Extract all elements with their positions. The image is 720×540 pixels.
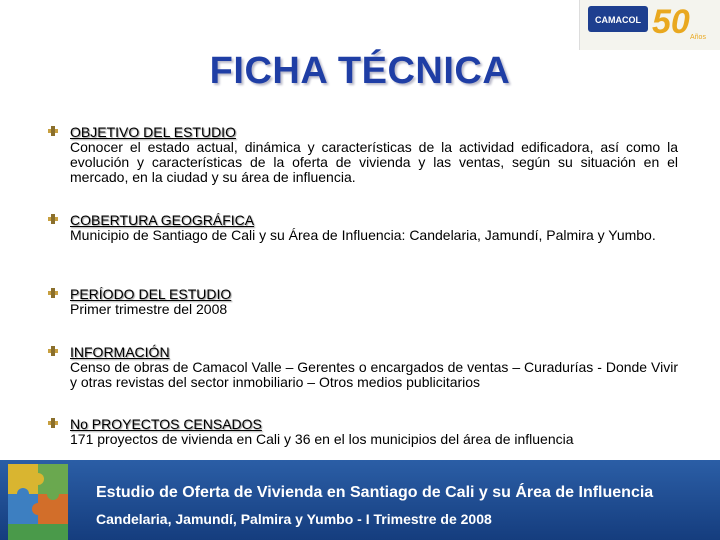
section-cobertura [48, 212, 678, 243]
section-heading: COBERTURA GEOGRÁFICA [70, 212, 255, 228]
section-body: Conocer el estado actual, dinámica y características de la actividad edificadora, así como la evolución y características de la oferta de vivienda y las ventas, según su situación en el mercado, en la ciudad y su área de influencia. [70, 139, 678, 185]
section-informacion [48, 344, 678, 390]
section-body: 171 proyectos de vivienda en Cali y 36 en el los municipios del área de influencia [70, 431, 574, 447]
section-heading: No PROYECTOS CENSADOS [70, 416, 262, 432]
bullet-icon [48, 288, 58, 298]
anniversary-number: 50 [652, 3, 690, 41]
section-body: Censo de obras de Camacol Valle – Gerentes o encargados de ventas – Curadurías - Donde Vivir y otras revistas del sector inmobiliario – Otros medios publicitarios [70, 359, 678, 390]
slide-title: FICHA TÉCNICA [209, 50, 511, 92]
bullet-icon [48, 214, 58, 224]
section-periodo [48, 286, 678, 317]
section-body: Primer trimestre del 2008 [70, 301, 228, 317]
footer-study-subtitle: Candelaria, Jamundí, Palmira y Yumbo - I Trimestre de 2008 [96, 511, 492, 527]
section-proyectos [48, 416, 678, 447]
section-heading: PERÍODO DEL ESTUDIO [70, 286, 232, 302]
section-objetivo [48, 124, 678, 185]
footer-study-title: Estudio de Oferta de Vivienda en Santiago de Cali y su Área de Influencia [96, 484, 654, 501]
camacol-logo-mark [588, 6, 648, 44]
puzzle-icon [0, 460, 90, 540]
bullet-icon [48, 126, 58, 136]
section-body: Municipio de Santiago de Cali y su Área de Influencia: Candelaria, Jamundí, Palmira y Yumbo. [70, 227, 656, 243]
bullet-icon [48, 418, 58, 428]
camacol-logo-text: CAMACOL [595, 15, 641, 25]
camacol-logo [579, 0, 720, 50]
section-heading: OBJETIVO DEL ESTUDIO [70, 124, 236, 140]
bullet-icon [48, 346, 58, 356]
anniversary-label: Años [690, 34, 706, 41]
section-heading: INFORMACIÓN [70, 344, 170, 360]
